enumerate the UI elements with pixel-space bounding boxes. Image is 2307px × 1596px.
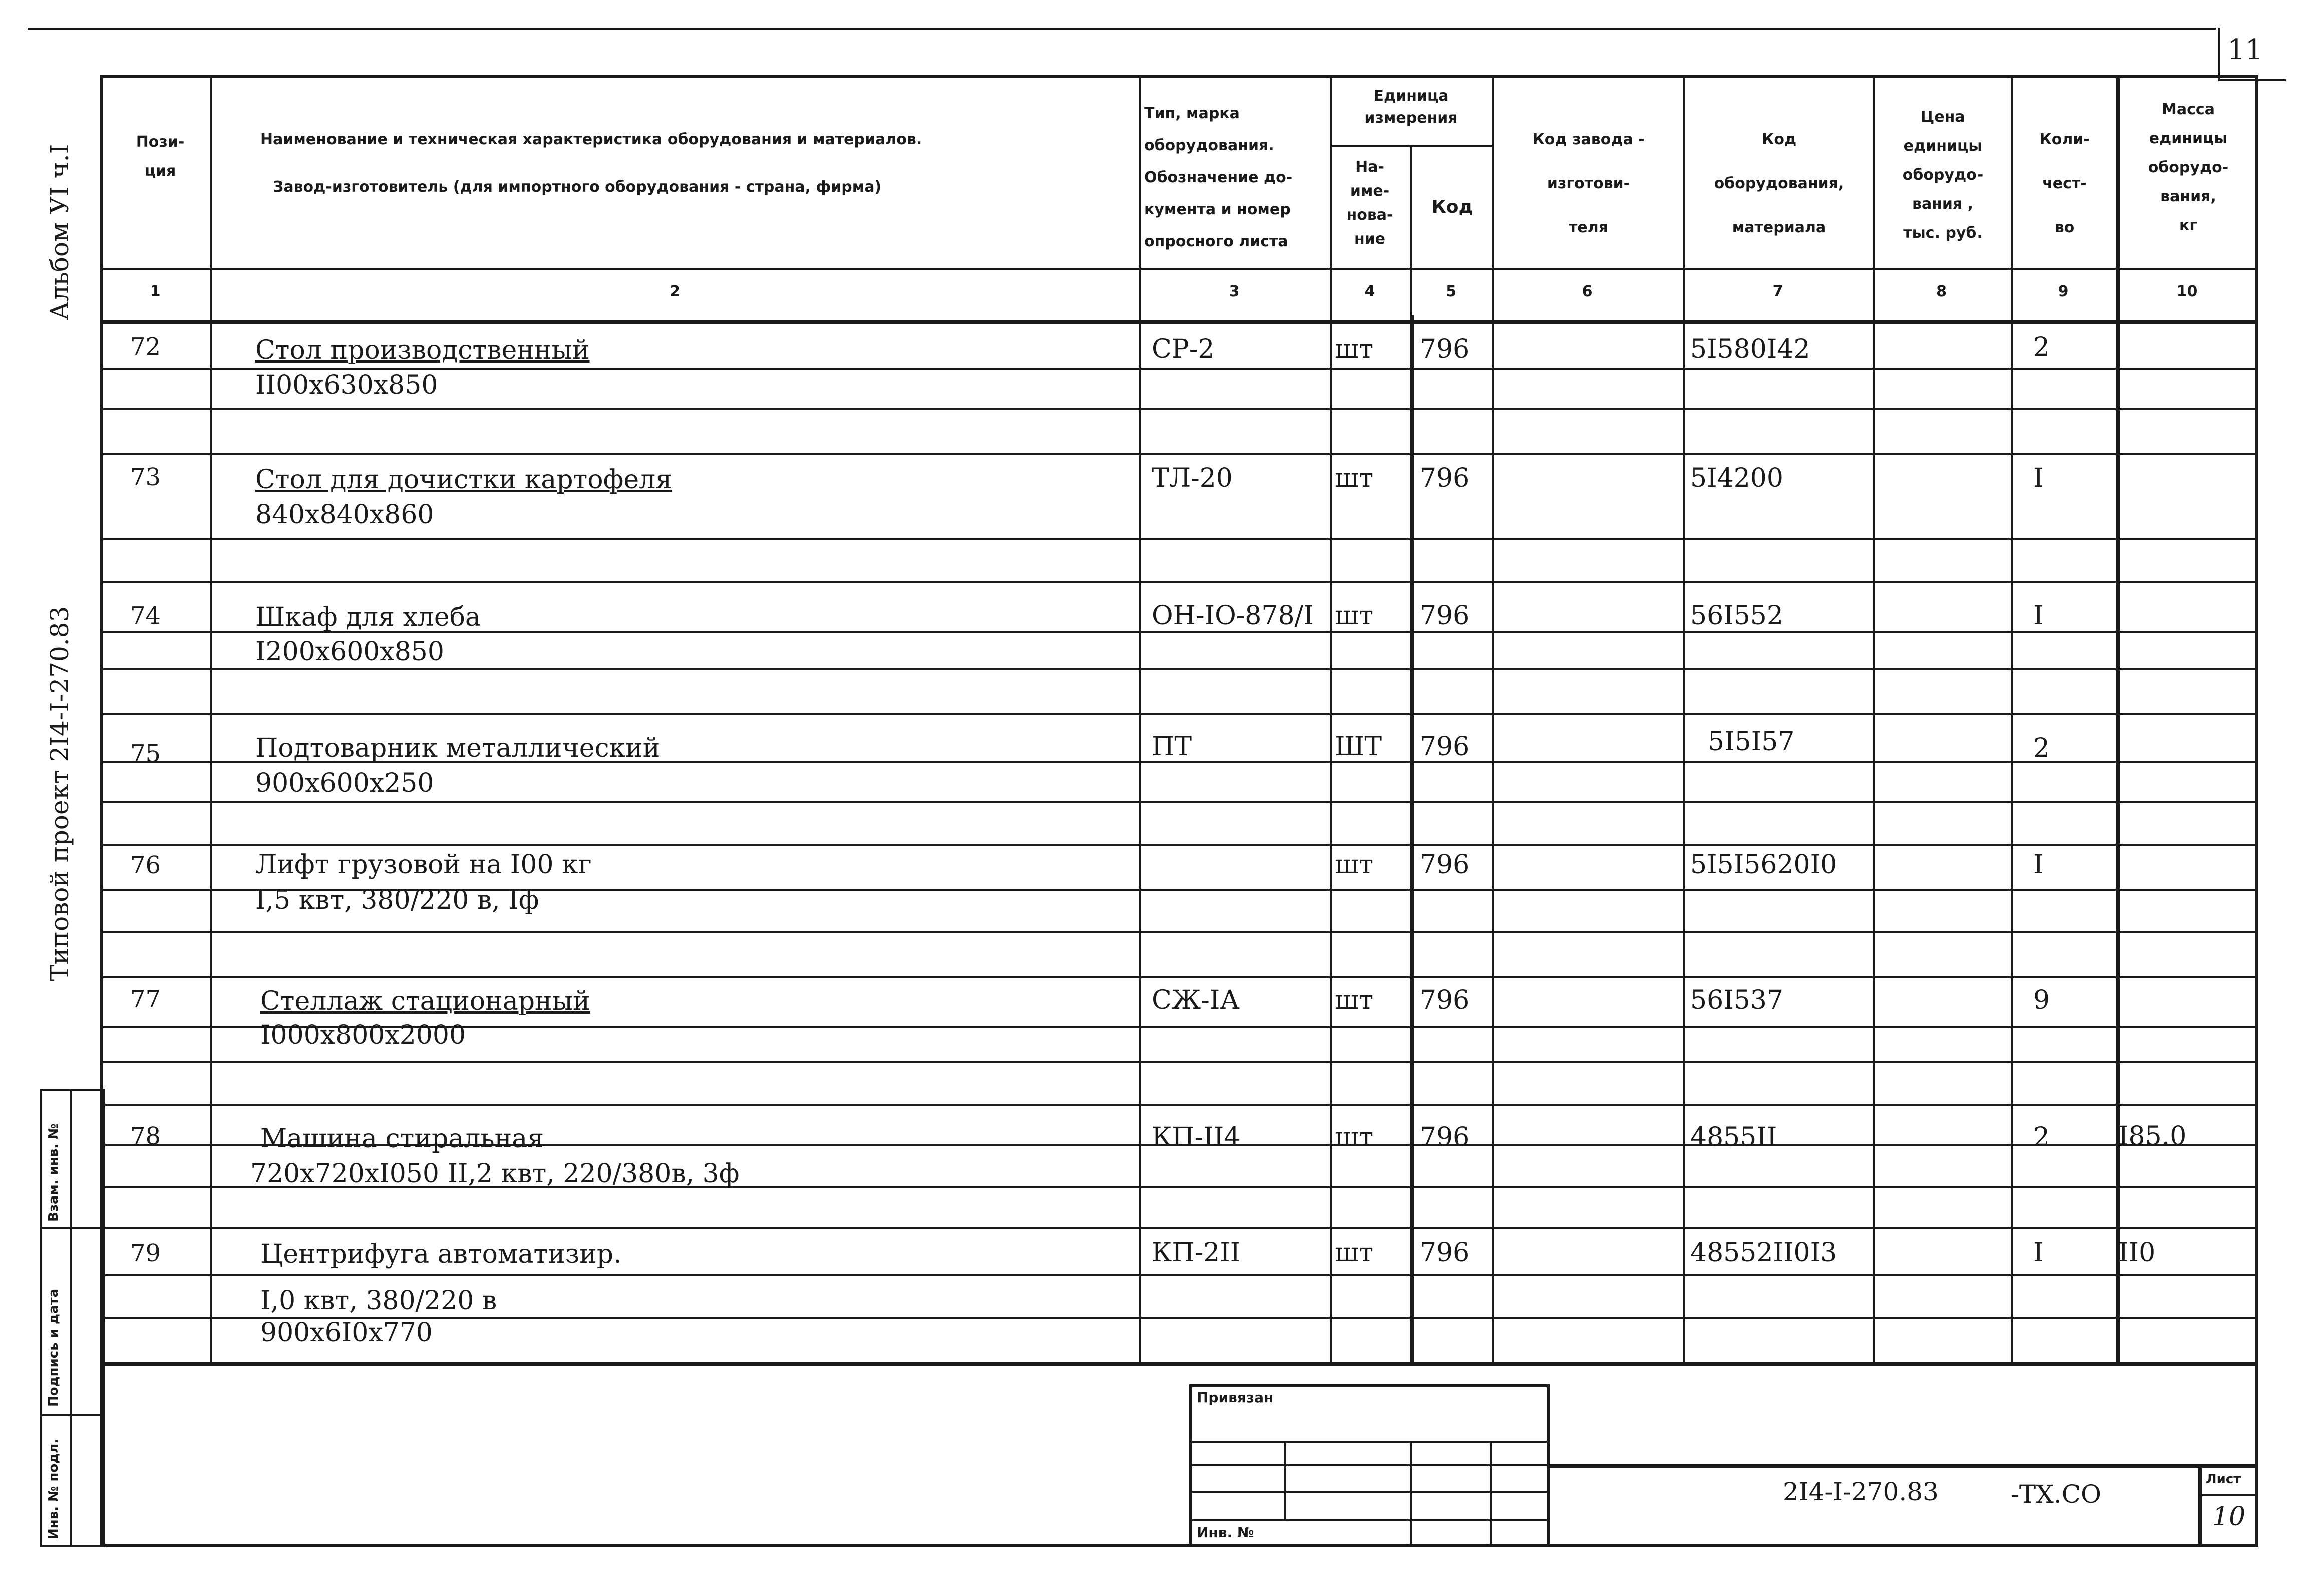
stamp-vline [1490,1441,1492,1547]
sheet-corner-number: 11 [2227,34,2263,66]
row-equip-code: 5I5I57 [1708,727,1795,757]
row-name: Центрифуга автоматизир. [260,1239,622,1269]
row-equip-code: 56I552 [1690,601,1783,631]
hdr-col1: Пози- ция [136,133,185,180]
row-name: Машина стиральная [260,1124,544,1154]
row-type: СЖ-IА [1152,985,1240,1015]
row-name: Стеллаж стационарный [260,986,590,1016]
side-label-album: Альбом УI ч.I [45,144,74,320]
row-line [100,844,2258,846]
side-box-podpis: Подпись и дата [46,1288,61,1407]
stamp-line [1189,1464,1550,1466]
row-line [100,976,2258,978]
col-sep-5 [1410,315,1414,1364]
side-boxes-sep-1 [40,1227,105,1229]
row-unit: шт [1335,1122,1374,1152]
row-equip-code: 5I4200 [1690,463,1783,493]
row-position: 73 [130,463,161,491]
row-name: Подтоварник металлический [255,733,661,763]
row-unit-code: 796 [1420,850,1470,880]
row-equip-code: 56I537 [1690,985,1783,1015]
doc-suffix: -ТХ.СО [2011,1480,2101,1509]
row-qty: I [2033,601,2044,631]
row-name: Шкаф для хлеба [255,602,481,632]
hdr-col4: На- име- нова- ние [1346,158,1393,248]
row-unit-code: 796 [1420,1122,1470,1152]
row-equip-code: 5I5I5620I0 [1690,850,1837,880]
top-border-line [28,28,2216,30]
stamp-privyazan-label: Привязан [1197,1389,1274,1406]
row-unit-code: 796 [1420,1238,1470,1268]
row-unit: шт [1335,463,1374,493]
row-qty: I [2033,1238,2044,1268]
row-line [100,931,2258,933]
row-dimensions: I000x800x2000 [260,1020,466,1050]
row-equip-code: 5I580I42 [1690,334,1810,364]
row-line [100,801,2258,803]
row-equip-code: 4855II [1690,1122,1777,1152]
row-qty: 2 [2033,332,2050,362]
row-type: ОН-IО-878/I [1152,601,1314,631]
table-body-bottom-line [100,1362,2258,1366]
colnum-2: 2 [670,283,680,300]
row-unit-code: 796 [1420,732,1470,762]
side-box-vzam: Взам. инв. № [46,1123,61,1222]
hdr-col6: Код завода - изготови- теля [1532,131,1645,236]
colnum-7: 7 [1772,283,1783,300]
corner-box-left [2218,28,2220,80]
colnum-4: 4 [1364,283,1375,300]
row-qty: 9 [2033,985,2050,1015]
row-unit-code: 796 [1420,601,1470,631]
sheet-number: 10 [2212,1502,2246,1532]
stamp-line [1189,1491,1550,1493]
row-line [100,1227,2258,1229]
row-line [100,581,2258,583]
row-line [100,1104,2258,1106]
unit-group-line [1330,145,1492,147]
row-position: 72 [130,333,161,361]
doc-code: 2I4-I-270.83 [1783,1477,1939,1506]
title-block-top-line [1550,1464,2258,1468]
row-line [100,538,2258,540]
row-equip-code: 48552II0I3 [1690,1238,1837,1268]
hdr-col3: Тип, марка оборудования. Обозначение до- кумента и номер опросного листа [1144,105,1293,250]
hdr-col10: Масса единицы оборудо- вания, кг [2148,101,2229,234]
row-dimensions: I200x600x850 [255,637,444,667]
row-type: ТЛ-20 [1152,463,1233,493]
row-position: 74 [130,602,161,630]
hdr-col2-line2: Завод-изготовитель (для импортного оборудования - страна, фирма) [273,178,882,196]
row-line [100,1274,2258,1276]
hdr-col9: Коли- чест- во [2039,131,2090,236]
row-type: КП-II4 [1152,1122,1241,1152]
hdr-col7: Код оборудования, материала [1714,131,1844,236]
row-line [100,453,2258,455]
row-unit: шт [1335,1238,1374,1268]
side-label-project: Типовой проект 2I4-I-270.83 [45,606,74,981]
row-line [100,368,2258,370]
stamp-vline [1284,1441,1286,1519]
hdr-col5: Код [1431,197,1473,217]
sheet-label: Лист [2206,1472,2241,1487]
row-qty: I [2033,850,2044,880]
row-line [100,408,2258,410]
row-unit: шт [1335,334,1374,364]
colnum-6: 6 [1582,283,1593,300]
row-unit-code: 796 [1420,463,1470,493]
row-name: Стол производственный [255,335,590,365]
colnum-bottom-line [100,320,2258,324]
side-boxes-sep-2 [40,1414,105,1416]
row-qty: 2 [2033,1122,2050,1152]
row-unit: шт [1335,985,1374,1015]
row-dimensions: 720x720xI050 II,2 квт, 220/380в, 3ф [250,1159,740,1189]
sheet-box-divider [2198,1464,2202,1547]
colnum-9: 9 [2058,283,2069,300]
row-line [100,1061,2258,1063]
hdr-unit-group: Единица измерения [1364,87,1458,127]
row-position: 76 [130,851,161,879]
colnum-5: 5 [1446,283,1456,300]
row-position: 78 [130,1122,161,1150]
row-name: Стол для дочистки картофеля [255,465,672,495]
stamp-line [1189,1441,1550,1443]
row-dimensions: 900x6I0x770 [260,1318,433,1348]
row-unit-code: 796 [1420,985,1470,1015]
row-qty: 2 [2033,733,2050,763]
row-position: 75 [130,740,161,768]
row-type: ПТ [1152,732,1192,762]
row-type: СР-2 [1152,334,1215,364]
row-mass: II0 [2118,1238,2156,1268]
header-bottom-line [100,268,2258,270]
colnum-3: 3 [1229,283,1240,300]
colnum-8: 8 [1936,283,1947,300]
colnum-1: 1 [150,283,161,300]
row-unit-code: 796 [1420,334,1470,364]
hdr-col2-line1: Наименование и техническая характеристика оборудования и материалов. [260,131,922,148]
stamp-line [1189,1519,1550,1521]
sheet-box-mid [2198,1494,2258,1496]
row-dimensions: II00x630x850 [255,370,438,401]
row-line [100,713,2258,715]
row-position: 77 [130,985,161,1013]
row-mass: I85.0 [2118,1121,2187,1151]
row-dimensions: I,5 квт, 380/220 в, Iф [255,885,539,915]
row-dimensions: 900x600x250 [255,768,434,799]
stamp-inv-label: Инв. № [1197,1524,1254,1541]
hdr-col8: Цена единицы оборудо- вания , тыс. руб. [1902,108,1984,242]
row-name: Лифт грузовой на I00 кг [255,850,592,880]
row-unit: ШТ [1335,732,1382,762]
row-unit: шт [1335,601,1374,631]
side-boxes-divider [70,1089,72,1547]
colnum-10: 10 [2176,283,2198,300]
row-unit: шт [1335,850,1374,880]
row-line [100,668,2258,670]
row-position: 79 [130,1239,161,1267]
stamp-vline [1410,1441,1412,1547]
side-box-inv: Инв. № подл. [46,1438,61,1539]
row-dimensions: 840x840x860 [255,500,434,530]
row-power: I,0 квт, 380/220 в [260,1286,497,1316]
row-type: КП-2II [1152,1238,1241,1268]
row-qty: I [2033,463,2044,493]
